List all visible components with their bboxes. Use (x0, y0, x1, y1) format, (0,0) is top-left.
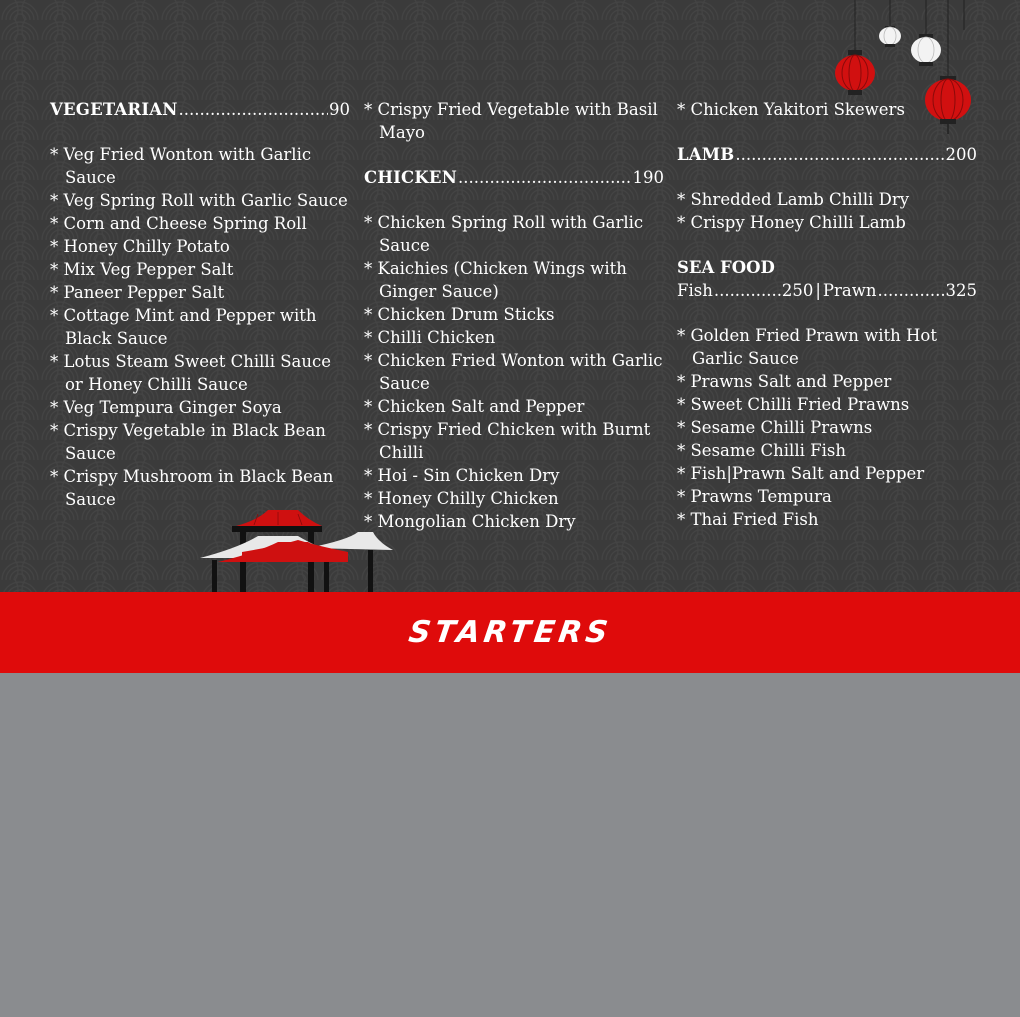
menu-column-3 (677, 98, 977, 531)
dot-leader (458, 166, 632, 189)
list-item: * Kaichies (Chicken Wings with Ginger Sauce) (364, 259, 627, 301)
lamb-heading-row (677, 143, 977, 166)
list-item: * Corn and Cheese Spring Roll (50, 214, 307, 233)
list-item: * Crispy Vegetable in Black Bean Sauce (50, 421, 326, 463)
list-item: * Lotus Steam Sweet Chilli Sauce or Honey Chilli Sauce (50, 352, 331, 394)
fish-label: Fish (677, 281, 713, 300)
fish-price: 250 (781, 281, 814, 300)
list-item: * Prawns Tempura (677, 487, 832, 506)
vegetarian-list (50, 143, 350, 511)
list-item: * Golden Fried Prawn with Hot Garlic Sauce (677, 326, 937, 368)
list-item: * Crispy Mushroom in Black Bean Sauce (50, 467, 334, 509)
seafood-price-row (677, 279, 977, 302)
white-lantern-icon (879, 26, 901, 47)
list-item: * Hoi - Sin Chicken Dry (364, 466, 560, 485)
list-item: * Fish|Prawn Salt and Pepper (677, 464, 925, 483)
seafood-heading: SEA FOOD (677, 258, 775, 277)
chicken-list (364, 211, 664, 533)
list-item: * Thai Fried Fish (677, 510, 819, 529)
lamb-heading: LAMB (677, 145, 735, 164)
list-item: * Sesame Chilli Prawns (677, 418, 873, 437)
dot-leader (714, 279, 781, 302)
vegetarian-price: 90 (329, 100, 350, 119)
prawn-price: 325 (945, 281, 977, 300)
list-item: * Chicken Fried Wonton with Garlic Sauce (364, 351, 663, 393)
list-item: * Mongolian Chicken Dry (364, 512, 576, 531)
list-item: * Honey Chilly Potato (50, 237, 230, 256)
list-item: * Shredded Lamb Chilli Dry (677, 190, 910, 209)
white-lantern-icon (911, 34, 941, 66)
chicken-price: 190 (632, 168, 664, 187)
lamb-price: 200 (945, 145, 977, 164)
list-item: * Crispy Honey Chilli Lamb (677, 213, 906, 232)
lamb-list (677, 188, 977, 234)
menu-column-2 (364, 98, 664, 533)
dot-leader (179, 98, 328, 121)
list-item: * Sweet Chilli Fried Prawns (677, 395, 910, 414)
list-item: * Chicken Spring Roll with Garlic Sauce (364, 213, 644, 255)
menu-column-1 (50, 98, 350, 511)
dot-leader (877, 279, 944, 302)
price-separator: | (815, 281, 821, 300)
vegetarian-heading-row (50, 98, 350, 121)
list-item: * Paneer Pepper Salt (50, 283, 225, 302)
chicken-heading: CHICKEN (364, 168, 457, 187)
list-item: * Sesame Chilli Fish (677, 441, 846, 460)
seafood-list (677, 324, 977, 531)
list-item: * Crispy Fried Vegetable with Basil Mayo (364, 100, 658, 142)
banner-title: STARTERS (406, 615, 614, 650)
prawn-label: Prawn (822, 281, 877, 300)
chicken-heading-row (364, 166, 664, 189)
list-item: * Veg Spring Roll with Garlic Sauce (50, 191, 348, 210)
list-item: * Veg Tempura Ginger Soya (50, 398, 282, 417)
list-item: * Cottage Mint and Pepper with Black Sauce (50, 306, 317, 348)
list-item: * Crispy Fried Chicken with Burnt Chilli (364, 420, 651, 462)
list-item: * Chilli Chicken (364, 328, 496, 347)
blank-lower-area (0, 673, 1020, 1017)
dot-leader (735, 143, 944, 166)
vegetarian-list-continued (364, 98, 664, 144)
list-item: * Chicken Drum Sticks (364, 305, 555, 324)
list-item: * Honey Chilly Chicken (364, 489, 559, 508)
list-item: * Prawns Salt and Pepper (677, 372, 892, 391)
list-item: * Veg Fried Wonton with Garlic Sauce (50, 145, 312, 187)
red-lantern-icon (835, 50, 875, 95)
chicken-list-continued (677, 98, 977, 121)
vegetarian-heading: VEGETARIAN (50, 100, 178, 119)
list-item: * Mix Veg Pepper Salt (50, 260, 234, 279)
list-item: * Chicken Salt and Pepper (364, 397, 585, 416)
list-item: * Chicken Yakitori Skewers (677, 100, 905, 119)
starters-banner (0, 592, 1020, 673)
